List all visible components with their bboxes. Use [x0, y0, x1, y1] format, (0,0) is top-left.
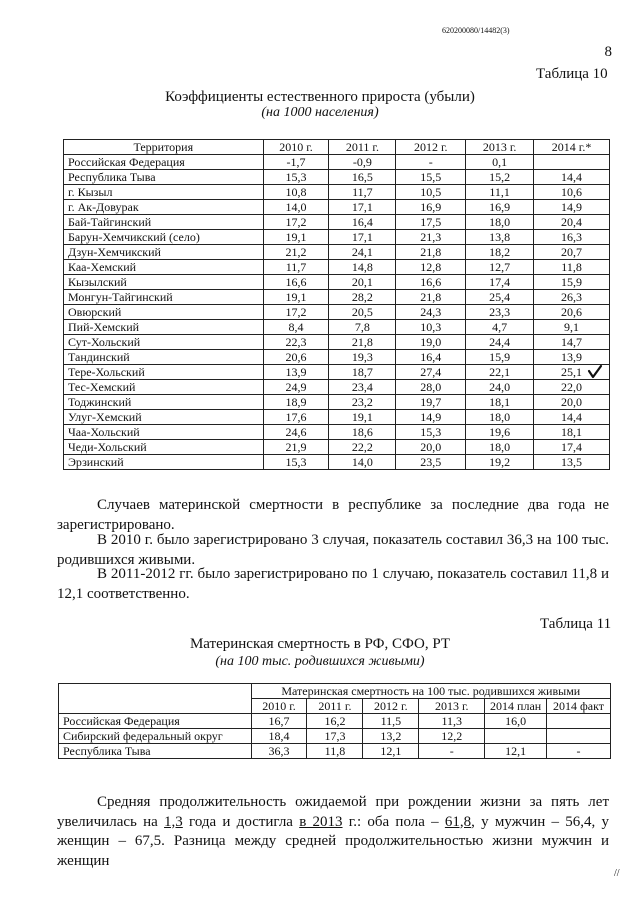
- value-cell: 15,3: [396, 425, 466, 440]
- table-row: [64, 305, 610, 320]
- value-cell: 23,3: [466, 305, 534, 320]
- value-cell: 15,5: [396, 170, 466, 185]
- value-cell: 13,2: [363, 729, 419, 744]
- value-cell: 16,4: [329, 215, 396, 230]
- final-paragraph: [57, 793, 609, 871]
- territory-cell: Монгун-Тайгинский: [64, 290, 264, 305]
- column-header: 2010 г.: [263, 140, 329, 155]
- value-cell: 24,6: [263, 425, 329, 440]
- document-id: 620200080/14482(3): [442, 26, 510, 35]
- territory-cell: г. Ак-Довурак: [64, 200, 264, 215]
- group-header: Материнская смертность на 100 тыс. родившихся живыми: [251, 684, 610, 699]
- value-cell: 17,6: [263, 410, 329, 425]
- value-cell: 18,4: [251, 729, 307, 744]
- value-cell: 25,1: [534, 365, 610, 380]
- value-cell: 23,5: [396, 455, 466, 470]
- value-cell: 20,1: [329, 275, 396, 290]
- value-cell: 14,8: [329, 260, 396, 275]
- value-cell: 17,4: [534, 440, 610, 455]
- territory-cell: Российская Федерация: [64, 155, 264, 170]
- value-cell: 24,3: [396, 305, 466, 320]
- value-cell: 21,9: [263, 440, 329, 455]
- value-cell: 4,7: [466, 320, 534, 335]
- value-cell: 18,9: [263, 395, 329, 410]
- territory-cell: Овюрский: [64, 305, 264, 320]
- value-cell: 18,0: [466, 410, 534, 425]
- territory-cell: Улуг-Хемский: [64, 410, 264, 425]
- table-row: [64, 215, 610, 230]
- territory-cell: Сут-Хольский: [64, 335, 264, 350]
- value-cell: 10,8: [263, 185, 329, 200]
- value-cell: 16,6: [263, 275, 329, 290]
- value-cell: 16,7: [251, 714, 307, 729]
- value-cell: 20,4: [534, 215, 610, 230]
- paragraph-1: Случаев материнской смертности в республике за последние два года не зарегистрировано.: [57, 497, 609, 533]
- table-row: [59, 744, 611, 759]
- table-row: [64, 185, 610, 200]
- value-cell: 24,1: [329, 245, 396, 260]
- column-header: 2012 г.: [363, 699, 419, 714]
- value-cell: 23,2: [329, 395, 396, 410]
- table11-label: Таблица 11: [540, 616, 612, 632]
- text-fragment: года и достигла: [182, 813, 300, 830]
- value-cell: 13,8: [466, 230, 534, 245]
- column-header: 2011 г.: [329, 140, 396, 155]
- value-cell: 18,1: [534, 425, 610, 440]
- territory-cell: Дзун-Хемчикский: [64, 245, 264, 260]
- natural-growth-table: [63, 139, 610, 470]
- value-cell: 9,1: [534, 320, 610, 335]
- value-cell: -: [547, 744, 611, 759]
- region-cell: Сибирский федеральный округ: [59, 729, 252, 744]
- table-header-row: [64, 140, 610, 155]
- value-cell: [547, 714, 611, 729]
- table-row: [64, 200, 610, 215]
- table-header-row: [59, 684, 611, 699]
- check-mark-icon: [587, 364, 603, 380]
- table-row: [64, 365, 610, 380]
- value-cell: 18,6: [329, 425, 396, 440]
- value-cell: 12,7: [466, 260, 534, 275]
- value-cell: 19,1: [263, 230, 329, 245]
- table-row: [64, 155, 610, 170]
- value-cell: 17,1: [329, 200, 396, 215]
- territory-cell: Чаа-Хольский: [64, 425, 264, 440]
- value-cell: -: [419, 744, 485, 759]
- value-cell: 14,0: [263, 200, 329, 215]
- table-row: [64, 245, 610, 260]
- table-row: [64, 350, 610, 365]
- value-cell: 17,2: [263, 305, 329, 320]
- value-cell: 13,9: [534, 350, 610, 365]
- value-cell: 12,1: [485, 744, 547, 759]
- region-cell: Республика Тыва: [59, 744, 252, 759]
- column-header: 2014 план: [485, 699, 547, 714]
- text-fragment: г.: оба пола –: [342, 813, 445, 830]
- value-cell: 16,5: [329, 170, 396, 185]
- value-cell: 26,3: [534, 290, 610, 305]
- table10-label: Таблица 10: [536, 66, 608, 82]
- value-cell: 16,6: [396, 275, 466, 290]
- value-cell: 14,0: [329, 455, 396, 470]
- value-cell: 11,8: [534, 260, 610, 275]
- value-cell: 19,7: [396, 395, 466, 410]
- value-cell: [534, 155, 610, 170]
- margin-mark: //: [614, 868, 620, 879]
- value-cell: 11,8: [307, 744, 363, 759]
- value-cell: 11,3: [419, 714, 485, 729]
- value-cell: 21,8: [329, 335, 396, 350]
- value-cell: 11,5: [363, 714, 419, 729]
- value-cell: 17,5: [396, 215, 466, 230]
- value-cell: 17,3: [307, 729, 363, 744]
- territory-cell: Барун-Хемчикский (село): [64, 230, 264, 245]
- value-cell: 17,4: [466, 275, 534, 290]
- value-cell: 19,3: [329, 350, 396, 365]
- table-row: [64, 380, 610, 395]
- text-fragment: Средняя продолжительность ожидаемой при рождении жизни за пять лет увеличилась на: [57, 794, 609, 830]
- text-fragment: , у мужчин – 56,4, у женщин – 67,5. Разница между средней продолжительностью жизни мужчин и женщин: [57, 813, 609, 869]
- value-cell: 17,2: [263, 215, 329, 230]
- value-cell: -0,9: [329, 155, 396, 170]
- table-row: [64, 335, 610, 350]
- value-cell: 15,9: [534, 275, 610, 290]
- territory-cell: Тес-Хемский: [64, 380, 264, 395]
- value-cell: 36,3: [251, 744, 307, 759]
- value-cell: 14,9: [534, 200, 610, 215]
- column-header: 2012 г.: [396, 140, 466, 155]
- table-row: [64, 395, 610, 410]
- table-row: [64, 410, 610, 425]
- value-cell: 0,1: [466, 155, 534, 170]
- value-cell: 11,7: [263, 260, 329, 275]
- table10-title: Коэффициенты естественного прироста (убыли): [165, 89, 475, 105]
- value-cell: 19,2: [466, 455, 534, 470]
- value-cell: 7,8: [329, 320, 396, 335]
- value-cell: 28,2: [329, 290, 396, 305]
- territory-cell: Тоджинский: [64, 395, 264, 410]
- value-cell: 24,9: [263, 380, 329, 395]
- value-cell: 14,4: [534, 410, 610, 425]
- value-cell: 16,9: [396, 200, 466, 215]
- value-cell: 18,2: [466, 245, 534, 260]
- value-cell: 16,9: [466, 200, 534, 215]
- value-cell: 20,6: [263, 350, 329, 365]
- value-cell: 18,1: [466, 395, 534, 410]
- value-cell: 17,1: [329, 230, 396, 245]
- territory-cell: Тере-Хольский: [64, 365, 264, 380]
- territory-cell: Республика Тыва: [64, 170, 264, 185]
- value-cell: 20,6: [534, 305, 610, 320]
- table11-title: Материнская смертность в РФ, СФО, РТ: [189, 636, 451, 652]
- value-cell: 11,1: [466, 185, 534, 200]
- value-cell: 25,4: [466, 290, 534, 305]
- column-header: Территория: [64, 140, 264, 155]
- value-cell: 21,8: [396, 245, 466, 260]
- value-cell: 20,0: [534, 395, 610, 410]
- value-cell: 21,2: [263, 245, 329, 260]
- value-cell: 14,7: [534, 335, 610, 350]
- territory-cell: Пий-Хемский: [64, 320, 264, 335]
- value-cell: 8,4: [263, 320, 329, 335]
- territory-cell: Бай-Тайгинский: [64, 215, 264, 230]
- underlined-text: 61,8: [444, 813, 472, 830]
- value-cell: 19,6: [466, 425, 534, 440]
- value-cell: 14,4: [534, 170, 610, 185]
- value-cell: 14,9: [396, 410, 466, 425]
- value-cell: 24,4: [466, 335, 534, 350]
- value-cell: 20,7: [534, 245, 610, 260]
- paragraph-3: В 2011-2012 гг. было зарегистрировано по 1 случаю, показатель составил 11,8 и 12,1 соответственно.: [57, 566, 609, 602]
- table10-subtitle: (на 1000 населения): [261, 105, 379, 120]
- table-row: [64, 320, 610, 335]
- paragraph-2: В 2010 г. было зарегистрировано 3 случая, показатель составил 36,3 на 100 тыс. родившихся живыми.: [57, 532, 609, 568]
- table-row: [64, 230, 610, 245]
- table11-subtitle: (на 100 тыс. родившихся живыми): [215, 654, 425, 669]
- column-header: 2014 факт: [547, 699, 611, 714]
- value-cell: 12,2: [419, 729, 485, 744]
- value-cell: 18,7: [329, 365, 396, 380]
- value-cell: 15,3: [263, 170, 329, 185]
- table-row: [64, 455, 610, 470]
- value-cell: 23,4: [329, 380, 396, 395]
- value-cell: [485, 729, 547, 744]
- value-cell: 15,2: [466, 170, 534, 185]
- value-cell: -1,7: [263, 155, 329, 170]
- table-row: [64, 260, 610, 275]
- value-cell: 11,7: [329, 185, 396, 200]
- value-cell: 16,3: [534, 230, 610, 245]
- table-row: [64, 425, 610, 440]
- underlined-text: 1,3: [164, 813, 183, 830]
- value-cell: 12,1: [363, 744, 419, 759]
- value-cell: 22,0: [534, 380, 610, 395]
- value-cell: 10,3: [396, 320, 466, 335]
- value-cell: -: [396, 155, 466, 170]
- value-cell: 20,5: [329, 305, 396, 320]
- value-cell: 18,0: [466, 215, 534, 230]
- underlined-text: в 2013: [299, 813, 343, 830]
- table-row: [59, 729, 611, 744]
- empty-header-cell: [59, 684, 252, 714]
- value-cell: 28,0: [396, 380, 466, 395]
- value-cell: 22,1: [466, 365, 534, 380]
- value-cell: 13,5: [534, 455, 610, 470]
- value-cell: 10,5: [396, 185, 466, 200]
- value-cell: 13,9: [263, 365, 329, 380]
- column-header: 2013 г.: [419, 699, 485, 714]
- value-cell: 22,2: [329, 440, 396, 455]
- value-cell: 16,0: [485, 714, 547, 729]
- table-row: [64, 440, 610, 455]
- value-cell: 18,0: [466, 440, 534, 455]
- territory-cell: Тандинский: [64, 350, 264, 365]
- value-cell: 19,1: [263, 290, 329, 305]
- table-row: [59, 714, 611, 729]
- region-cell: Российская Федерация: [59, 714, 252, 729]
- territory-cell: Каа-Хемский: [64, 260, 264, 275]
- territory-cell: Чеди-Хольский: [64, 440, 264, 455]
- column-header: 2010 г.: [251, 699, 307, 714]
- value-cell: 19,0: [396, 335, 466, 350]
- maternal-mortality-table: [58, 683, 611, 759]
- value-cell: 22,3: [263, 335, 329, 350]
- value-cell: 21,8: [396, 290, 466, 305]
- value-cell: 15,3: [263, 455, 329, 470]
- table-row: [64, 170, 610, 185]
- value-cell: [547, 729, 611, 744]
- territory-cell: Кызылский: [64, 275, 264, 290]
- page-number: 8: [604, 44, 612, 60]
- value-cell: 15,9: [466, 350, 534, 365]
- value-cell: 16,4: [396, 350, 466, 365]
- territory-cell: Эрзинский: [64, 455, 264, 470]
- table-row: [64, 275, 610, 290]
- value-cell: 21,3: [396, 230, 466, 245]
- value-cell: 27,4: [396, 365, 466, 380]
- value-cell: 24,0: [466, 380, 534, 395]
- value-cell: 16,2: [307, 714, 363, 729]
- column-header: 2013 г.: [466, 140, 534, 155]
- territory-cell: г. Кызыл: [64, 185, 264, 200]
- column-header: 2011 г.: [307, 699, 363, 714]
- value-cell: 20,0: [396, 440, 466, 455]
- value-cell: 10,6: [534, 185, 610, 200]
- value-cell: 19,1: [329, 410, 396, 425]
- table-row: [64, 290, 610, 305]
- value-cell: 12,8: [396, 260, 466, 275]
- column-header: 2014 г.*: [534, 140, 610, 155]
